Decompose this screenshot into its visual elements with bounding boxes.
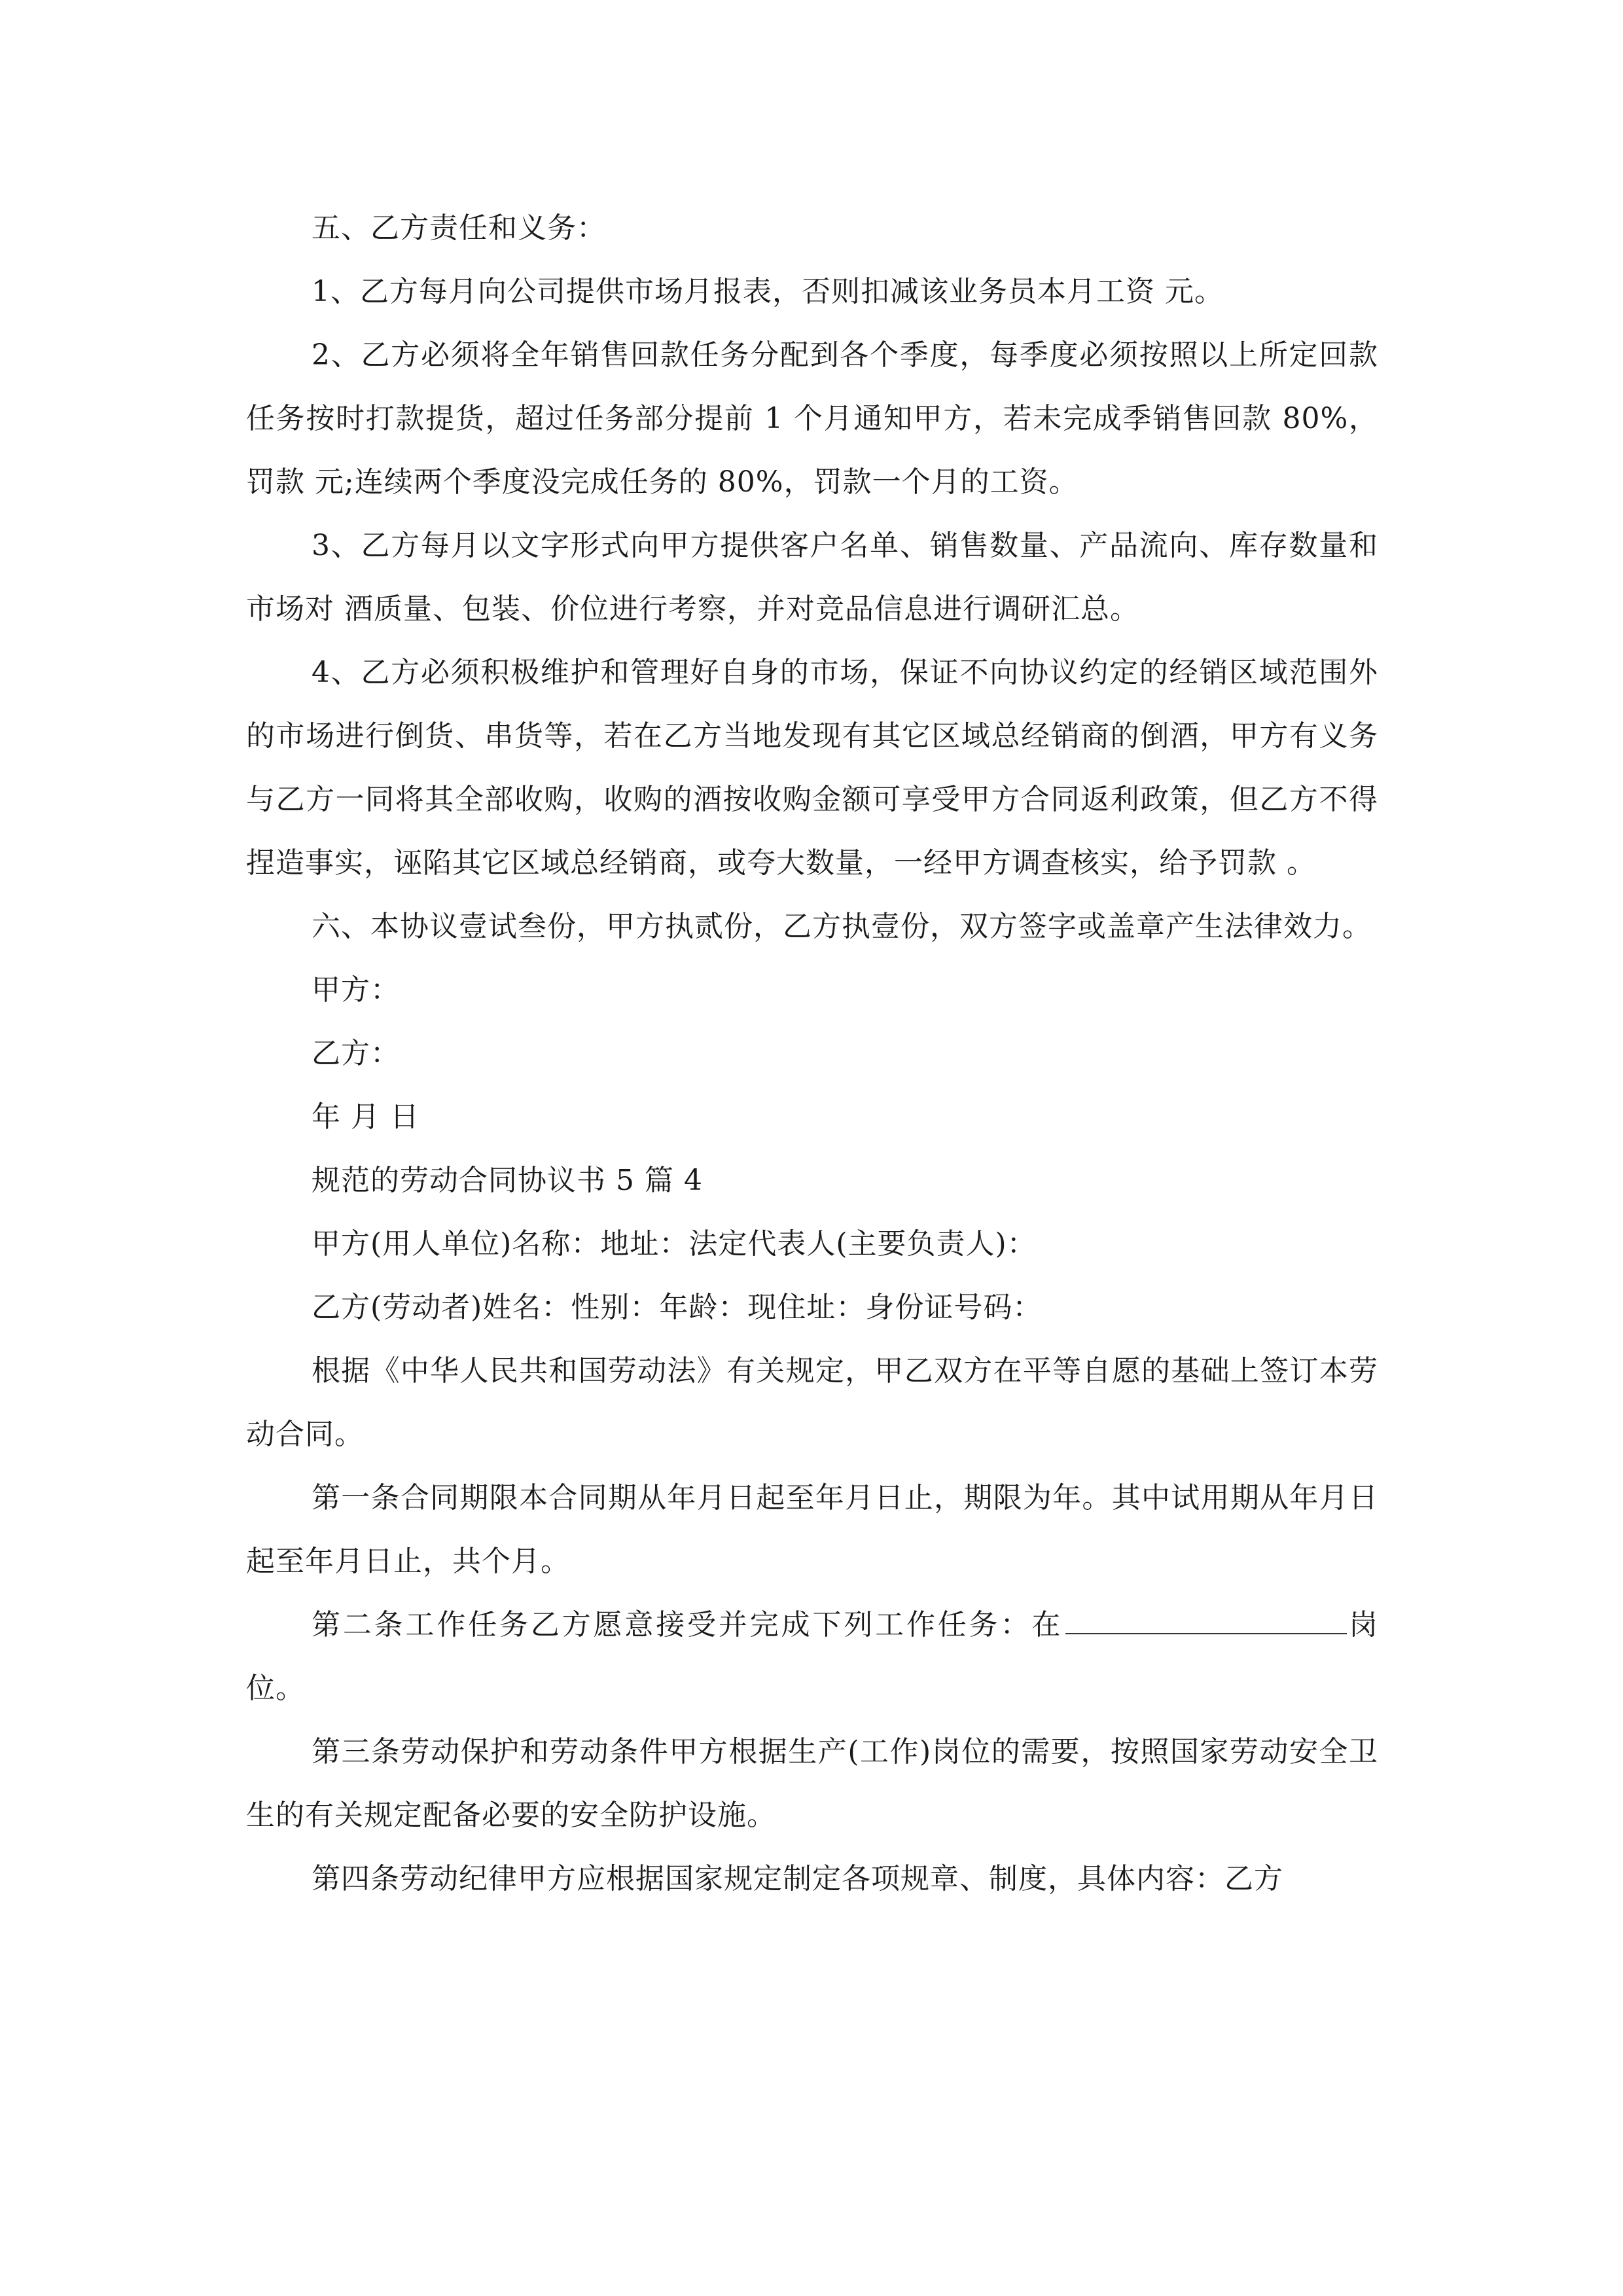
- article-2-suffix: 岗位。: [246, 1608, 1379, 1705]
- section6-paragraph: 六、本协议壹试叁份，甲方执贰份，乙方执壹份，双方签字或盖章产生法律效力。: [312, 910, 1372, 943]
- job-position-blank: [1065, 1594, 1347, 1634]
- party-a-signature: 甲方：: [312, 973, 400, 1007]
- section5-item3: 3、乙方每月以文字形式向甲方提供客户名单、销售数量、产品流向、库存数量和市场对 酒质量、包装、价位进行考察，并对竞品信息进行调研汇总。: [246, 529, 1378, 626]
- section5-item2: 2、乙方必须将全年销售回款任务分配到各个季度，每季度必须按照以上所定回款任务按时打款提货，超过任务部分提前 1 个月通知甲方，若未完成季销售回款 80%，罚款 元;连续两个季度没完成任务的 80%，罚款一个月的工资。: [246, 338, 1378, 499]
- employer-info: 甲方(用人单位)名称：地址：法定代表人(主要负责人)：: [312, 1227, 1037, 1261]
- contract-title: 规范的劳动合同协议书 5 篇 4: [312, 1164, 703, 1197]
- section5-heading: 五、乙方责任和义务：: [312, 211, 606, 245]
- document-page: [246, 196, 1378, 2193]
- article-1: 第一条合同期限本合同期从年月日起至年月日止，期限为年。其中试用期从年月日起至年月日止，共个月。: [246, 1481, 1378, 1578]
- section5-item4: 4、乙方必须积极维护和管理好自身的市场，保证不向协议约定的经销区域范围外的市场进行倒货、串货等，若在乙方当地发现有其它区域总经销商的倒酒，甲方有义务与乙方一同将其全部收购，收购的酒按收购金额可享受甲方合同返利政策，但乙方不得捏造事实，诬陷其它区域总经销商，或夸大数量，一经甲方调查核实，给予罚款 。: [246, 656, 1378, 880]
- section5-item1: 1、乙方每月向公司提供市场月报表，否则扣减该业务员本月工资 元。: [312, 275, 1224, 308]
- article-2: [246, 1593, 1378, 1720]
- article-4: 第四条劳动纪律甲方应根据国家规定制定各项规章、制度，具体内容：乙方: [312, 1862, 1283, 1895]
- signature-date: 年 月 日: [312, 1100, 419, 1134]
- article-2-text: 第二条工作任务乙方愿意接受并完成下列工作任务：在: [312, 1608, 1063, 1641]
- party-b-signature: 乙方：: [312, 1037, 400, 1070]
- contract-basis: 根据《中华人民共和国劳动法》有关规定，甲乙双方在平等自愿的基础上签订本劳动合同。: [246, 1354, 1378, 1451]
- employee-info: 乙方(劳动者)姓名：性别：年龄：现住址：身份证号码：: [312, 1291, 1043, 1324]
- article-3: 第三条劳动保护和劳动条件甲方根据生产(工作)岗位的需要，按照国家劳动安全卫生的有关规定配备必要的安全防护设施。: [246, 1735, 1378, 1832]
